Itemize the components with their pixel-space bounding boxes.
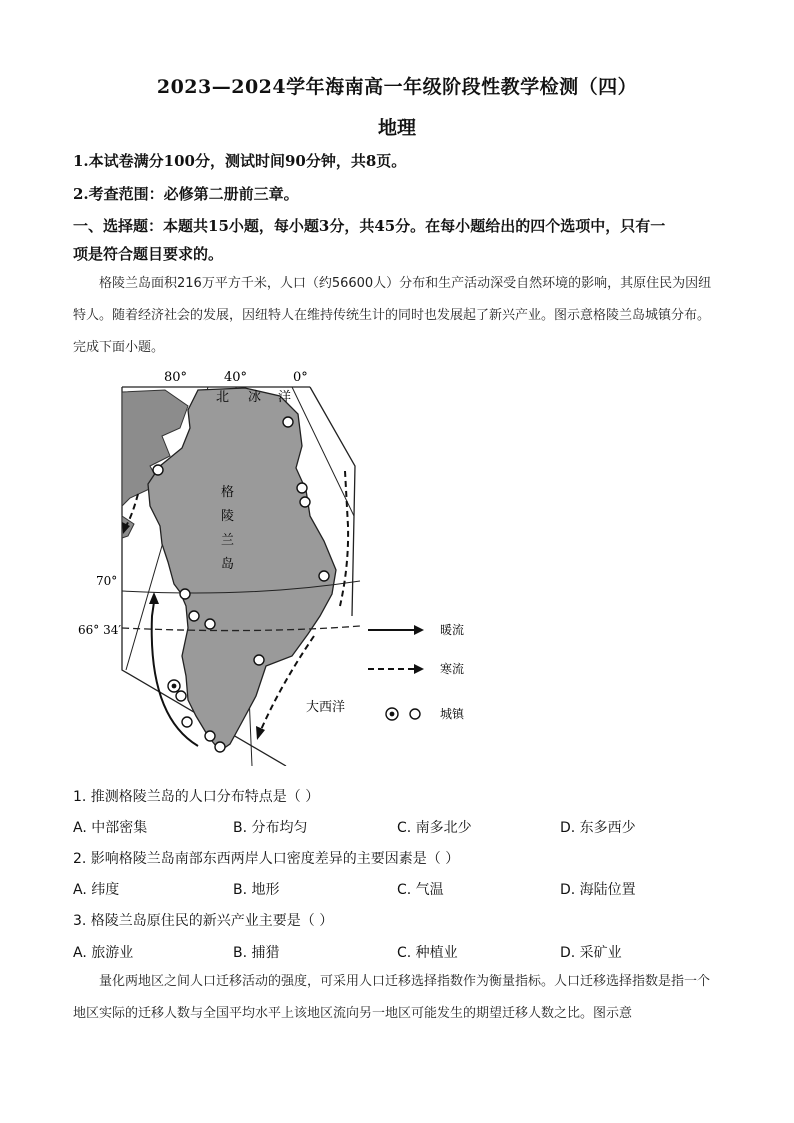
warm-current-arrow bbox=[149, 592, 159, 604]
lon-label-0: 0° bbox=[293, 370, 308, 385]
legend-cold-arrow bbox=[414, 664, 424, 674]
question-2-stem: 2. 影响格陵兰岛南部东西两岸人口密度差异的主要因素是（ ） bbox=[73, 851, 460, 867]
legend-town-symbol bbox=[410, 709, 420, 719]
ocean-label-3: 洋 bbox=[278, 390, 292, 405]
q3-option-c[interactable]: C. 种植业 bbox=[397, 945, 458, 961]
cold-current-arrow-2 bbox=[256, 726, 265, 740]
section-heading-line2: 项是符合题目要求的。 bbox=[73, 245, 224, 263]
subject-title: 地理 bbox=[377, 117, 416, 139]
q3-option-a[interactable]: A. 旅游业 bbox=[73, 945, 134, 961]
lat-label-70: 70° bbox=[96, 574, 118, 588]
town bbox=[189, 611, 199, 621]
question-1-stem: 1. 推测格陵兰岛的人口分布特点是（ ） bbox=[73, 789, 320, 805]
q1-option-a[interactable]: A. 中部密集 bbox=[73, 820, 148, 836]
town bbox=[153, 465, 163, 475]
legend-warm-label: 暖流 bbox=[440, 623, 465, 637]
town bbox=[205, 731, 215, 741]
lon-label-40: 40° bbox=[224, 370, 248, 385]
island-label-4: 岛 bbox=[221, 557, 235, 572]
island-label-2: 陵 bbox=[221, 509, 235, 524]
ocean-label-1: 北 bbox=[216, 390, 230, 405]
q3-option-d[interactable]: D. 采矿业 bbox=[560, 945, 622, 961]
lat-label-arctic: 66° 34′ bbox=[78, 623, 122, 637]
q2-option-c[interactable]: C. 气温 bbox=[397, 882, 444, 898]
passage-migration: 量化两地区之间人口迁移活动的强度，可采用人口迁移选择指数作为衡量指标。人口迁移选择指数是指一个地区实际的迁移人数与全国平均水平上该地区流向另一地区可能发生的期望迁移人数之比。图示意 bbox=[73, 974, 711, 1021]
town bbox=[283, 417, 293, 427]
exam-title: 2023—2024学年海南高一年级阶段性教学检测（四） bbox=[156, 76, 638, 98]
legend-capital-dot bbox=[390, 712, 395, 717]
q2-option-a[interactable]: A. 纬度 bbox=[73, 882, 120, 898]
town bbox=[180, 589, 190, 599]
town bbox=[300, 497, 310, 507]
town bbox=[215, 742, 225, 752]
legend-warm-arrow bbox=[414, 625, 424, 635]
legend-town-label: 城镇 bbox=[440, 707, 465, 721]
town bbox=[176, 691, 186, 701]
q1-option-b[interactable]: B. 分布均匀 bbox=[233, 820, 308, 836]
passage-greenland: 格陵兰岛面积216万平方千米，人口（约56600人）分布和生产活动深受自然环境的影响，其原住民为因纽特人。随着经济社会的发展，因纽特人在维持传统生计的同时也发展起了新兴产业。图示意格陵兰岛城镇分布。完成下面小题。 bbox=[73, 276, 712, 355]
q2-option-d[interactable]: D. 海陆位置 bbox=[560, 882, 636, 898]
legend-cold-label: 寒流 bbox=[440, 662, 465, 676]
town bbox=[297, 483, 307, 493]
section-heading-line1: 一、选择题：本题共15小题，每小题3分，共45分。在每小题给出的四个选项中，只有一 bbox=[73, 217, 666, 235]
ocean-label-2: 冰 bbox=[248, 390, 262, 405]
q1-option-c[interactable]: C. 南多北少 bbox=[397, 820, 472, 836]
town bbox=[254, 655, 264, 665]
atlantic-label: 大西洋 bbox=[306, 700, 346, 715]
town bbox=[319, 571, 329, 581]
town bbox=[205, 619, 215, 629]
question-3-stem: 3. 格陵兰岛原住民的新兴产业主要是（ ） bbox=[73, 913, 334, 929]
greenland-town-map bbox=[70, 366, 490, 766]
q2-option-b[interactable]: B. 地形 bbox=[233, 882, 280, 898]
q3-option-b[interactable]: B. 捕猎 bbox=[233, 945, 280, 961]
island-label-1: 格 bbox=[221, 485, 235, 500]
capital-dot bbox=[172, 684, 177, 689]
town bbox=[182, 717, 192, 727]
q1-option-d[interactable]: D. 东多西少 bbox=[560, 820, 636, 836]
note-2: 2.考查范围：必修第二册前三章。 bbox=[73, 185, 299, 203]
island-label-3: 兰 bbox=[221, 533, 235, 548]
note-1: 1.本试卷满分100分，测试时间90分钟，共8页。 bbox=[73, 152, 407, 170]
lon-label-80: 80° bbox=[164, 370, 188, 385]
cold-current-east bbox=[340, 471, 348, 606]
